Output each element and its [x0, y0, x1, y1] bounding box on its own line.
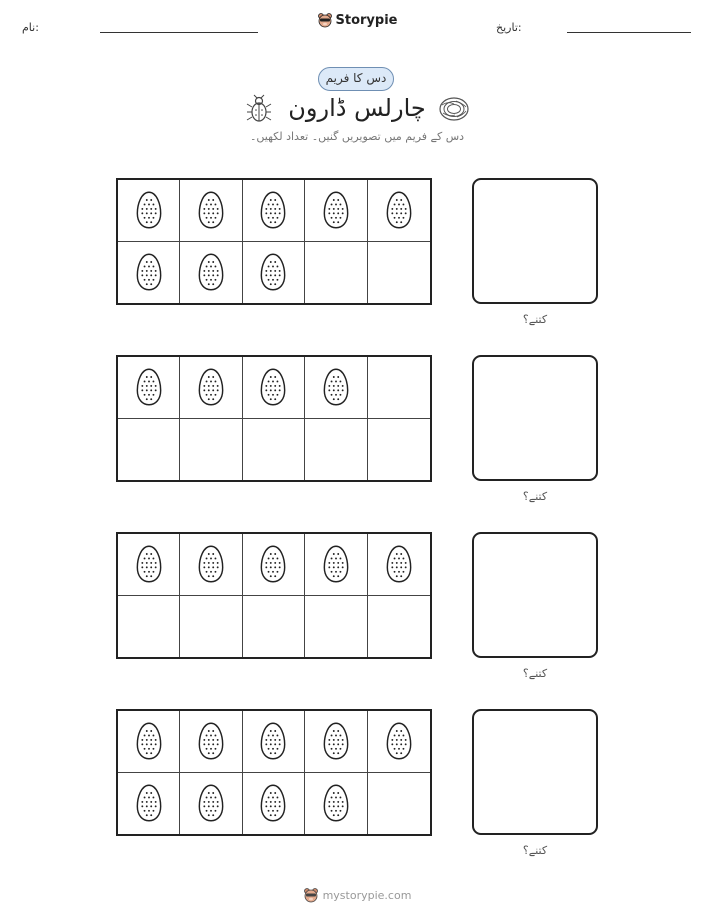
egg-icon — [321, 783, 351, 823]
egg-icon — [134, 783, 164, 823]
frame-cell — [368, 596, 430, 658]
egg-icon — [258, 721, 288, 761]
egg-icon — [134, 252, 164, 292]
instructions: دس کے فریم میں تصویریں گنیں۔ تعداد لکھیں۔ — [249, 130, 465, 143]
how-many-label: کتنے؟ — [522, 844, 548, 857]
frame-cell — [368, 419, 430, 481]
frame-cell — [368, 180, 430, 242]
frame-cell — [368, 357, 430, 419]
bear-icon — [303, 887, 319, 903]
page-title: چارلس ڈارون — [288, 94, 426, 122]
egg-icon — [258, 190, 288, 230]
egg-icon — [196, 367, 226, 407]
egg-icon — [258, 367, 288, 407]
frame-cell — [118, 419, 180, 481]
egg-icon — [258, 252, 288, 292]
egg-icon — [258, 544, 288, 584]
egg-icon — [321, 367, 351, 407]
frame-cell — [243, 534, 305, 596]
frame-cell — [118, 180, 180, 242]
how-many-label: کتنے؟ — [522, 490, 548, 503]
ten-frame — [116, 355, 432, 482]
egg-icon — [321, 544, 351, 584]
brand-logo — [0, 12, 714, 28]
frame-cell — [243, 180, 305, 242]
egg-icon — [134, 367, 164, 407]
frame-cell — [180, 242, 242, 304]
name-label: نام: — [22, 21, 39, 34]
answer-box[interactable] — [472, 709, 598, 835]
how-many-label: کتنے؟ — [522, 313, 548, 326]
ten-frame — [116, 178, 432, 305]
frame-cell — [305, 534, 367, 596]
egg-icon — [196, 190, 226, 230]
beetle-icon — [246, 94, 272, 130]
egg-icon — [134, 190, 164, 230]
footer — [0, 887, 714, 903]
frame-cell — [180, 419, 242, 481]
egg-icon — [321, 721, 351, 761]
frame-cell — [243, 357, 305, 419]
brand-name: Storypie — [335, 12, 398, 28]
ten-frame — [116, 532, 432, 659]
egg-icon — [384, 544, 414, 584]
name-line[interactable] — [100, 32, 258, 33]
frame-cell — [368, 534, 430, 596]
frame-cell — [243, 773, 305, 835]
frame-cell — [180, 596, 242, 658]
egg-icon — [196, 721, 226, 761]
answer-box[interactable] — [472, 178, 598, 304]
topic-badge: دس کا فریم — [318, 67, 394, 91]
frame-cell — [305, 242, 367, 304]
frame-cell — [368, 773, 430, 835]
egg-icon — [384, 190, 414, 230]
frame-cell — [180, 357, 242, 419]
frame-cell — [305, 180, 367, 242]
bear-icon — [317, 12, 333, 28]
frame-cell — [180, 773, 242, 835]
how-many-label: کتنے؟ — [522, 667, 548, 680]
date-label: تاریخ: — [496, 21, 522, 34]
frame-cell — [118, 711, 180, 773]
egg-icon — [196, 783, 226, 823]
title-row — [0, 94, 714, 122]
egg-icon — [196, 252, 226, 292]
footer-site: mystorypie.com — [322, 888, 412, 902]
frame-cell — [243, 242, 305, 304]
frame-cell — [243, 419, 305, 481]
frame-cell — [305, 419, 367, 481]
frame-cell — [118, 534, 180, 596]
frame-cell — [118, 596, 180, 658]
ten-frame — [116, 709, 432, 836]
frame-cell — [368, 711, 430, 773]
frame-cell — [180, 534, 242, 596]
frame-cell — [118, 357, 180, 419]
frame-cell — [118, 773, 180, 835]
frame-cell — [305, 357, 367, 419]
egg-icon — [384, 721, 414, 761]
egg-icon — [134, 544, 164, 584]
frame-cell — [180, 711, 242, 773]
frame-cell — [243, 596, 305, 658]
frame-cell — [243, 711, 305, 773]
egg-icon — [134, 721, 164, 761]
frame-cell — [305, 596, 367, 658]
frame-cell — [305, 773, 367, 835]
nest-icon — [438, 96, 470, 128]
egg-icon — [196, 544, 226, 584]
answer-box[interactable] — [472, 355, 598, 481]
egg-icon — [321, 190, 351, 230]
frame-cell — [118, 242, 180, 304]
frame-cell — [368, 242, 430, 304]
answer-box[interactable] — [472, 532, 598, 658]
frame-cell — [180, 180, 242, 242]
frame-cell — [305, 711, 367, 773]
egg-icon — [258, 783, 288, 823]
date-line[interactable] — [567, 32, 691, 33]
